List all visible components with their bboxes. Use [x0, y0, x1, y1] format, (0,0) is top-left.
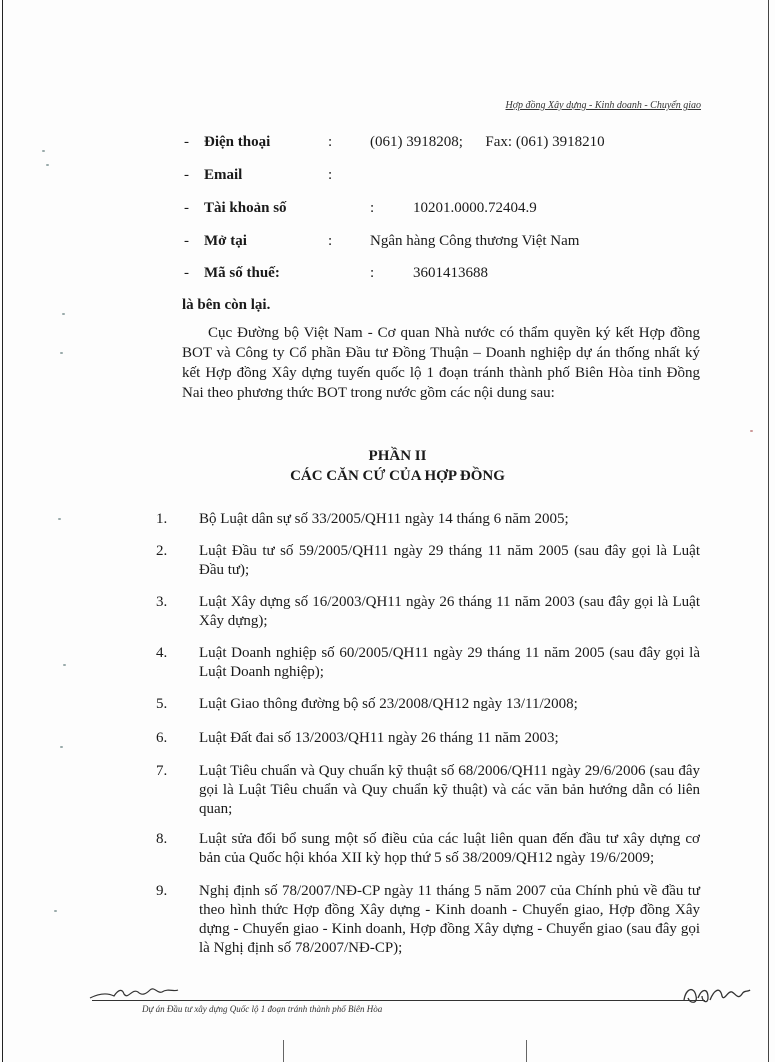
section-part: PHẦN II [368, 448, 427, 464]
item-text: Luật Tiêu chuẩn và Quy chuẩn kỹ thuật số 68/2006/QH11 ngày 29/6/2006 (sau đây gọi là Luật Tiêu chuẩn và Quy chuẩn kỹ thuật) và các văn bản hướng dẫn có liên quan; [199, 763, 700, 817]
row-dash: - [184, 233, 189, 249]
row-dash: - [184, 167, 189, 183]
item-number: 7. [156, 763, 168, 779]
header-note: Hợp đồng Xây dựng - Kinh doanh - Chuyển giao [505, 100, 701, 111]
item-text: Luật sửa đổi bổ sung một số điều của các luật liên quan đến đầu tư xây dựng cơ bản của Quốc hội khóa XII kỳ họp thứ 5 số 38/2009/QH12 ngày 19/6/2009; [199, 831, 700, 866]
footer-rule [92, 1000, 705, 1001]
item-number: 9. [156, 883, 168, 899]
item-number: 2. [156, 543, 168, 559]
item-number: 3. [156, 594, 168, 610]
item-text: Bộ Luật dân sự số 33/2005/QH11 ngày 14 tháng 6 năm 2005; [199, 511, 569, 527]
item-text: Luật Xây dựng số 16/2003/QH11 ngày 26 tháng 11 năm 2003 (sau đây gọi là Luật Xây dựng); [199, 594, 700, 629]
row-colon: : [328, 134, 333, 150]
row-colon: : [328, 233, 333, 249]
contact-value: 10201.0000.72404.9 [413, 200, 537, 216]
scan-speck [62, 313, 65, 315]
footer-text: Dự án Đầu tư xây dựng Quốc lộ 1 đoạn tránh thành phố Biên Hòa [142, 1004, 383, 1014]
contact-value: 3601413688 [413, 265, 488, 281]
row-dash: - [184, 200, 189, 216]
intro-paragraph: Cục Đường bộ Việt Nam - Cơ quan Nhà nước có thẩm quyền ký kết Hợp đồng BOT và Công ty Cổ phần Đầu tư Đồng Thuận – Doanh nghiệp dự án thống nhất ký kết Hợp đồng Xây dựng tuyến quốc lộ 1 đoạn tránh thành phố Biên Hòa tỉnh Đồng Nai theo phương thức BOT trong nước gồm các nội dung sau: [182, 325, 700, 401]
item-text: Luật Giao thông đường bộ số 23/2008/QH12 ngày 13/11/2008; [199, 696, 578, 712]
bottom-tick [283, 1040, 284, 1062]
contact-value: (061) 3918208; Fax: (061) 3918210 [370, 134, 605, 150]
scan-speck [54, 910, 57, 912]
item-number: 5. [156, 696, 168, 712]
scan-speck [60, 352, 63, 354]
scan-speck [58, 518, 61, 520]
contact-label: Mã số thuế: [204, 265, 280, 281]
contact-value: Ngân hàng Công thương Việt Nam [370, 233, 580, 249]
contact-label: Mở tại [204, 233, 247, 249]
row-dash: - [184, 134, 189, 150]
item-text: Luật Doanh nghiệp số 60/2005/QH11 ngày 29 tháng 11 năm 2005 (sau đây gọi là Luật Doanh nghiệp); [199, 645, 700, 680]
item-text: Nghị định số 78/2007/NĐ-CP ngày 11 tháng 5 năm 2007 của Chính phủ về đầu tư theo hình thức Hợp đồng Xây dựng - Kinh doanh - Chuyển giao, Hợp đồng Xây dựng - Chuyển giao - Kinh doanh, Hợp đồng Xây dựng - Chuyển giao (sau đây gọi là Nghị định số 78/2007/NĐ-CP); [199, 883, 700, 956]
scan-speck [750, 430, 753, 432]
initials-signature-left [88, 982, 180, 1006]
item-text: Luật Đầu tư số 59/2005/QH11 ngày 29 tháng 11 năm 2005 (sau đây gọi là Luật Đầu tư); [199, 543, 700, 578]
contact-label: Email [204, 167, 243, 183]
scan-speck [46, 164, 49, 166]
contact-label: Điện thoại [204, 134, 271, 150]
item-number: 4. [156, 645, 168, 661]
item-number: 8. [156, 831, 168, 847]
item-number: 1. [156, 511, 168, 527]
scan-right-edge [768, 0, 769, 1062]
row-colon: : [370, 265, 375, 281]
row-colon: : [328, 167, 333, 183]
scan-left-edge [2, 0, 3, 1062]
scan-speck [42, 150, 45, 152]
row-dash: - [184, 265, 189, 281]
item-text: Luật Đất đai số 13/2003/QH11 ngày 26 tháng 11 năm 2003; [199, 730, 559, 746]
section-title: CÁC CĂN CỨ CỦA HỢP ĐỒNG [290, 468, 505, 484]
item-number: 6. [156, 730, 168, 746]
bottom-tick [526, 1040, 527, 1062]
initials-signature-right [680, 980, 752, 1010]
row-colon: : [370, 200, 375, 216]
contact-label: Tài khoản số [204, 200, 287, 216]
scan-speck [60, 746, 63, 748]
other-party-text: là bên còn lại. [182, 297, 271, 313]
section-heading [0, 446, 775, 486]
scan-speck [63, 664, 66, 666]
